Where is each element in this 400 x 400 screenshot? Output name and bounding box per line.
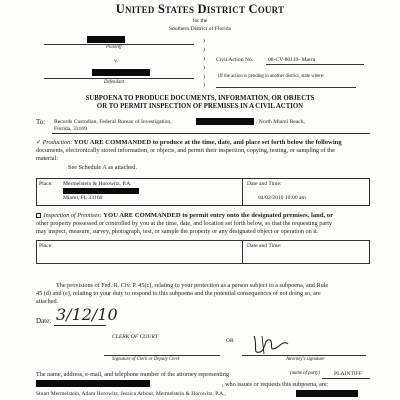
clerk-of-court: CLERK OF COURT [112,334,158,340]
inspection-label: Inspection of Premises: [43,212,102,219]
plaintiff-label: Plaintiff [106,45,122,50]
date-handwritten: 3/12/10 [56,305,118,324]
court-name: United States District Court [115,2,285,16]
redacted-place-address [63,188,139,194]
production-text-3: material: [36,155,58,162]
party-line [322,378,370,379]
paren-1: ) [203,38,205,44]
to-line-2: Florida, 33169 [54,126,87,132]
date-label-1: Date and Time: [247,181,282,187]
rules-text-2: 45 (d) and (e), relating to your duty to respond to this subpoena and the potential consequences of not doing so, are [36,290,321,297]
inspection-line-1 [36,212,333,219]
date-label-2: Date and Time: [247,243,282,249]
subpoena-title-1: SUBPOENA TO PRODUCE DOCUMENTS, INFORMATION, OR OBJECTS [85,95,315,102]
inspection-text-1: YOU ARE COMMANDED to permit entry onto the designated premises, land, or [103,212,334,219]
paren-2: ) [203,47,205,53]
attorney-text-2: , who issues or requests this subpoena, are: [222,381,329,388]
pending-line [216,87,356,88]
defendant-label: Defendant [104,80,124,85]
redacted-defendant [92,69,150,76]
to-line [52,133,370,134]
clerk-signature-line [104,355,220,356]
place-box-inspection [36,240,370,264]
or-label: OR [226,338,234,344]
clerk-sig-caption: Signature of Clerk or Deputy Clerk [112,357,180,362]
place-box-divider [242,178,243,206]
paren-5: ) [203,74,205,80]
production-checkbox[interactable]: ✓ [36,140,42,146]
party-value: PLAINTIFF [334,371,362,377]
paren-6: ) [203,82,205,88]
subpoena-title-2: OR TO PERMIT INSPECTION OF PREMISES IN A CIVIL ACTION [96,103,304,110]
place-label-2: Place: [39,243,53,249]
redacted-plaintiff [87,36,125,43]
redacted-attorney-address [296,390,358,397]
production-text-1: YOU ARE COMMANDED to produce at the time, date, and place set forth below the following [73,139,342,146]
date-line [54,325,106,326]
place-line-1: Mermelstein & Horowitz, P.A. [63,181,132,187]
attorney-text-1: The name, address, e-mail, and telephone number of the attorney representing [36,371,229,378]
attorney-signature-line [242,355,366,356]
inspection-checkbox[interactable] [36,213,41,218]
inspection-text-2: other property possessed or controlled by you at the time, date, and location set forth below, so that the requesting party [36,220,333,227]
production-text-2: documents, electronically stored information, or objects, and permit their inspection, copying, testing, or sampling of the [36,147,335,154]
defendant-line [44,78,194,79]
rules-text-1: The provisions of Fed. R. Civ. P. 45(c), relating to your protection as a person subject to a subpoena, and Rule [56,282,329,289]
redacted-address [196,118,254,125]
place-line-2: Miami, FL 33160 [63,195,103,201]
place-box-2-divider [242,240,243,264]
party-caption: (name of party) [290,371,320,376]
attorney-names: Stuart Mermelstein, Adam Horowitz, Jessica Arbour, Mermelstein & Horowitz, P.A., [36,391,226,397]
civil-action-value: 08-CV-80119- Marra [268,57,316,63]
civil-action-label: Civil Action No. [216,57,254,63]
redacted-party-name [36,380,150,387]
date-value-1: 04/02/2010 10:00 am [258,195,306,201]
paren-3: ) [203,56,205,62]
date-label: Date: [36,317,52,325]
for-the: for the [192,18,208,24]
rules-text-3: attached. [36,298,59,305]
to-line-1: Records Custodian, Federal Bureau of Investigation, [54,119,172,125]
district-name: Southern District of Florida [169,26,231,32]
production-label: Production: [42,139,73,146]
attorney-signature-scribble [248,332,294,356]
pending-note: (If the action is pending in another district, state where: [218,74,325,79]
to-line-1-end: , North Miami Beach, [256,119,305,125]
production-line-1 [36,139,342,146]
inspection-text-3: may inspect, measure, survey, photograph, test, or sample the property or any designated object or operation on it. [36,228,319,235]
versus: v. [114,58,118,64]
to-label: To: [36,118,46,126]
production-schedule: See Schedule A as attached. [68,164,137,171]
civil-action-line [266,64,364,65]
place-label-1: Place: [39,181,53,187]
attorney-sig-caption: Attorney's signature [286,357,325,362]
paren-4: ) [203,65,205,71]
